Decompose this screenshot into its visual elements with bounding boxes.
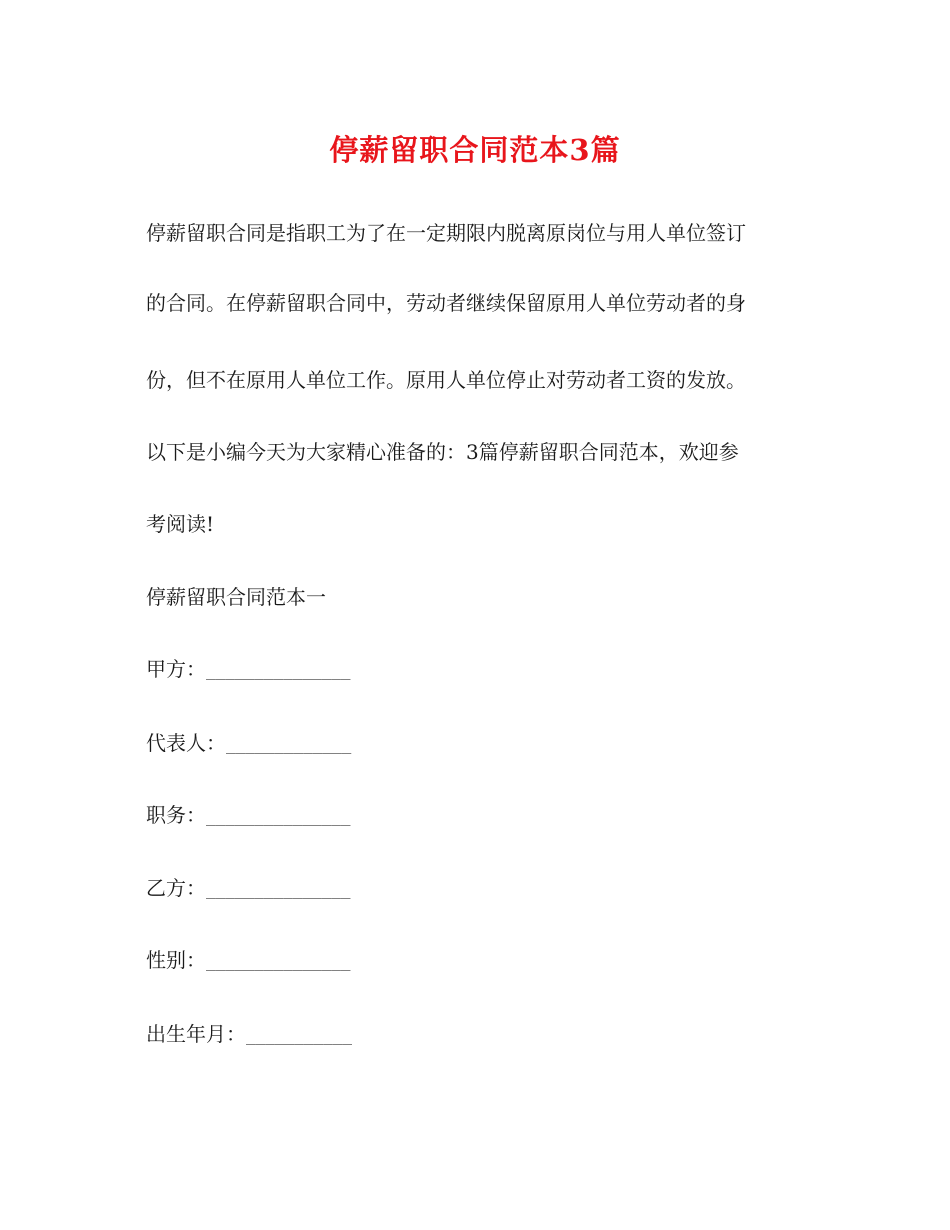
field-birth-date xyxy=(146,1020,352,1050)
intro-line-3: 份，但不在原用人单位工作。原用人单位停止对劳动者工资的发放。 xyxy=(146,368,746,392)
field-label: 甲方： xyxy=(146,657,206,681)
field-label: 性别： xyxy=(146,948,206,972)
section-heading: 停薪留职合同范本一 xyxy=(146,585,326,609)
intro-line-4: 以下是小编今天为大家精心准备的：3篇停薪留职合同范本，欢迎参 xyxy=(146,440,739,464)
field-position xyxy=(146,801,351,831)
field-blank: _______________ xyxy=(206,807,351,826)
field-blank: _______________ xyxy=(206,880,351,899)
field-blank: _____________ xyxy=(226,735,352,754)
field-label: 职务： xyxy=(146,803,206,827)
intro-line-2: 的合同。在停薪留职合同中，劳动者继续保留原用人单位劳动者的身 xyxy=(146,291,746,315)
field-blank: _______________ xyxy=(206,661,351,680)
intro-line-5: 考阅读! xyxy=(146,512,215,536)
field-label: 代表人： xyxy=(146,731,226,755)
field-gender xyxy=(146,946,351,976)
field-label: 乙方： xyxy=(146,876,206,900)
field-blank: _______________ xyxy=(206,952,351,971)
field-party-a xyxy=(146,655,351,685)
field-label: 出生年月： xyxy=(146,1022,246,1046)
document-title: 停薪留职合同范本3篇 xyxy=(329,133,621,167)
field-blank: ___________ xyxy=(246,1026,352,1045)
field-representative xyxy=(146,729,351,759)
field-party-b xyxy=(146,874,351,904)
intro-line-1: 停薪留职合同是指职工为了在一定期限内脱离原岗位与用人单位签订 xyxy=(146,221,746,245)
